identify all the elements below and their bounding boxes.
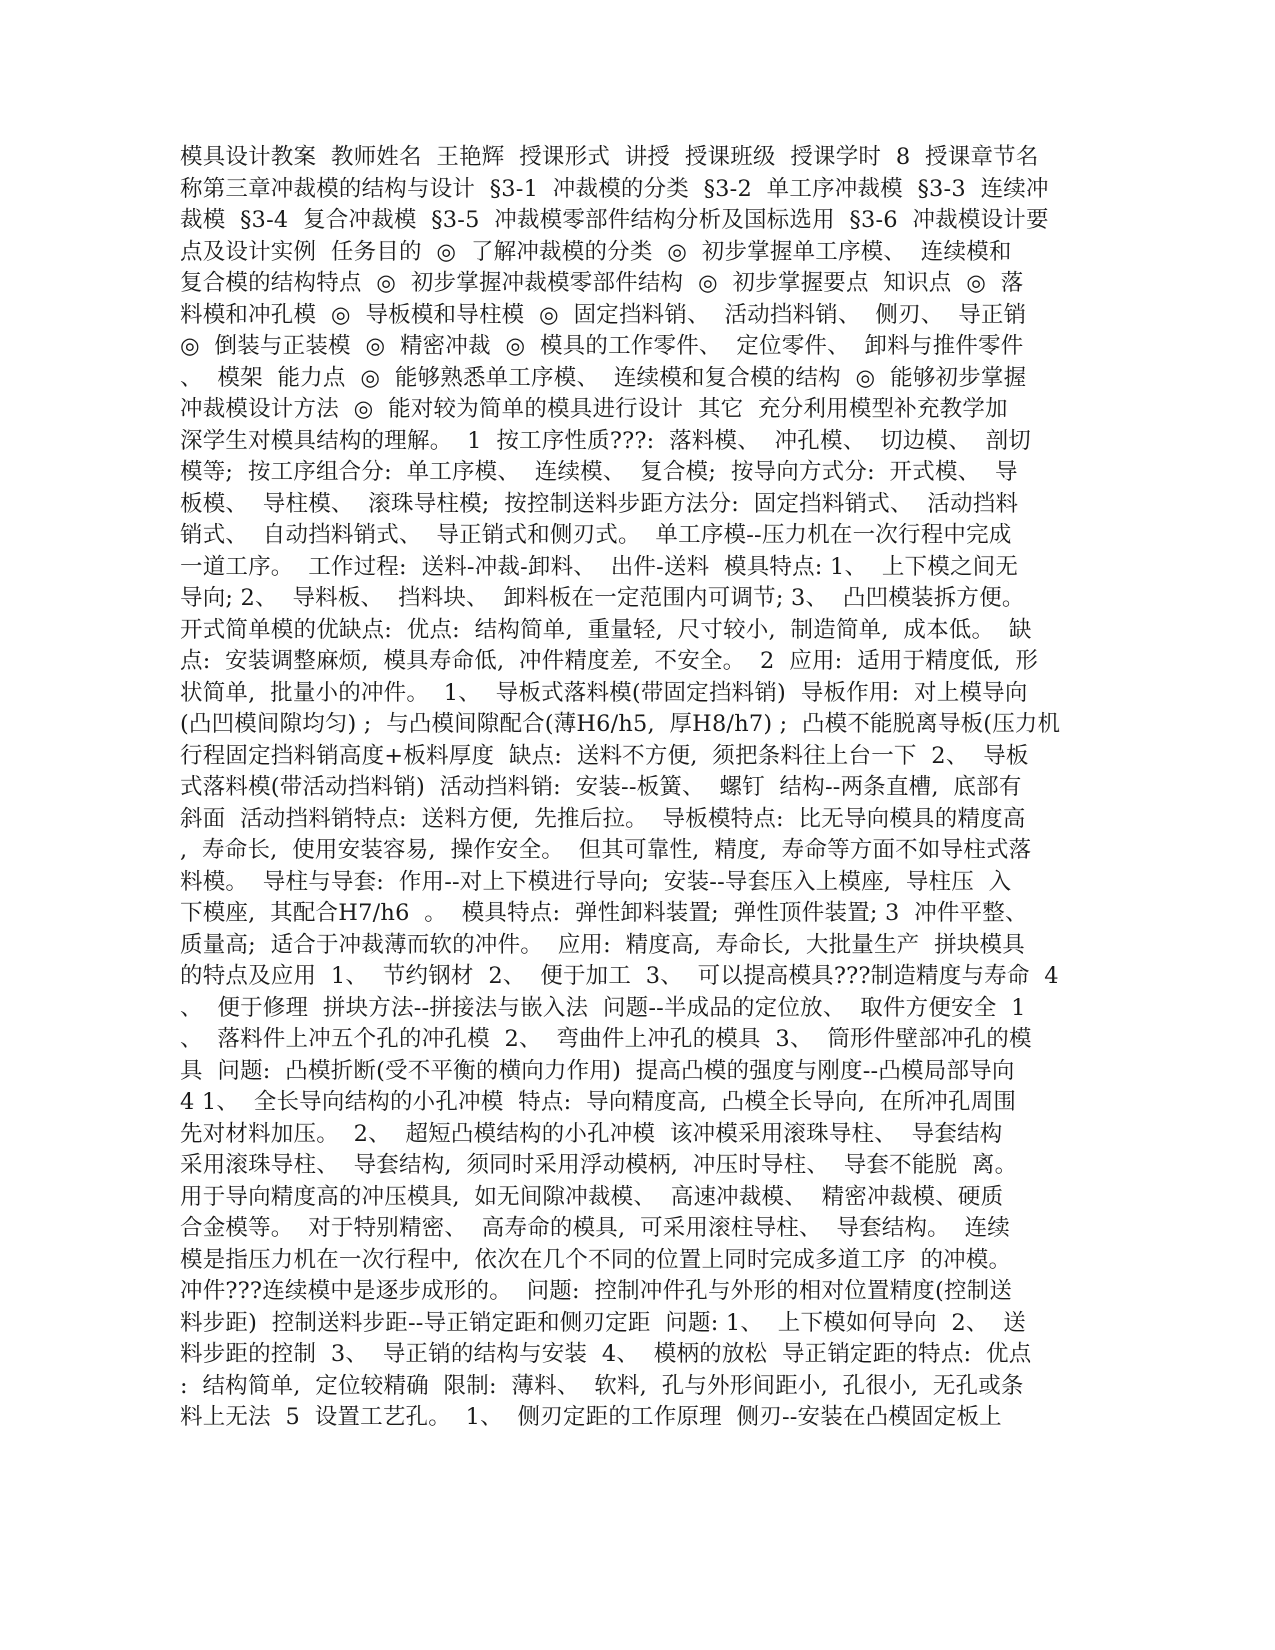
text-line-32: 先对材料加压。 2、 超短凸模结构的小孔冲模 该冲模采用滚珠导柱、 导套结构 [180, 1120, 1003, 1147]
text-line-6: 料模和冲孔模 ◎ 导板模和导柱模 ◎ 固定挡料销、 活动挡料销、 侧刃、 导正销 [180, 301, 1027, 328]
text-line-37: 冲件???连续模中是逐步成形的。 问题: 控制冲件孔与外形的相对位置精度(控制送 [180, 1278, 1013, 1304]
text-line-28: 、 便于修理 拼块方法--拼接法与嵌入法 问题--半成品的定位放、 取件方便安全 1 [180, 994, 1026, 1021]
text-line-1: 模具设计教案 教师姓名 王艳辉 授课形式 讲授 授课班级 授课学时 8 授课章节名 [180, 144, 1039, 170]
text-line-23: , 寿命长, 使用安装容易, 操作安全。 但其可靠性, 精度, 寿命等方面不如导柱式落 [180, 837, 1032, 863]
text-line-12: 板模、 导柱模、 滚珠导柱模; 按控制送料步距方法分: 固定挡料销式、 活动挡料 [180, 490, 1019, 517]
text-line-21: 式落料模(带活动挡料销) 活动挡料销: 安装--板簧、 螺钉 结构--两条直槽, 底部有 [180, 774, 1022, 800]
text-line-41: 料上无法 5 设置工艺孔。 1、 侧刃定距的工作原理 侧刃--安装在凸模固定板上 [180, 1404, 1002, 1430]
text-line-7: ◎ 倒装与正装模 ◎ 精密冲裁 ◎ 模具的工作零件、 定位零件、 卸料与推件零件 [180, 333, 1024, 359]
text-line-22: 斜面 活动挡料销特点: 送料方便, 先推后拉。 导板模特点: 比无导向模具的精度高 [180, 805, 1026, 832]
text-line-26: 质量高; 适合于冲裁薄而软的冲件。 应用: 精度高, 寿命长, 大批量生产 拼块模具 [180, 931, 1025, 958]
text-line-20: 行程固定挡料销高度+板料厚度 缺点: 送料不方便, 须把条料往上台一下 2、 导板 [180, 742, 1029, 769]
text-line-34: 用于导向精度高的冲压模具, 如无间隙冲裁模、 高速冲裁模、 精密冲裁模、硬质 [180, 1183, 1004, 1210]
text-line-13: 销式、 自动挡料销式、 导正销式和侧刃式。 单工序模--压力机在一次行程中完成 [180, 522, 1012, 548]
text-line-11: 模等; 按工序组合分: 单工序模、 连续模、 复合模; 按导向方式分: 开式模、 导 [180, 459, 1018, 485]
text-line-31: 4 1、 全长导向结构的小孔冲模 特点: 导向精度高, 凸模全长导向, 在所冲孔周围 [180, 1089, 1017, 1115]
text-line-9: 冲裁模设计方法 ◎ 能对较为简单的模具进行设计 其它 充分利用模型补充教学加 [180, 396, 1008, 422]
text-line-39: 料步距的控制 3、 导正销的结构与安装 4、 模柄的放松 导正销定距的特点: 优点 [180, 1341, 1032, 1367]
text-line-10: 深学生对模具结构的理解。 1 按工序性质???: 落料模、 冲孔模、 切边模、 剖切 [180, 427, 1032, 454]
text-line-36: 模是指压力机在一次行程中, 依次在几个不同的位置上同时完成多道工序 的冲模。 [180, 1246, 1012, 1273]
document-page [180, 142, 1060, 1442]
text-line-16: 开式简单模的优缺点: 优点: 结构简单, 重量轻, 尺寸较小, 制造简单, 成本低。 缺 [180, 616, 1032, 643]
text-line-24: 料模。 导柱与导套: 作用--对上下模进行导向; 安装--导套压入上模座, 导柱压 入 [180, 868, 1012, 895]
text-line-8: 、 模架 能力点 ◎ 能够熟悉单工序模、 连续模和复合模的结构 ◎ 能够初步掌握 [180, 364, 1027, 391]
text-line-17: 点: 安装调整麻烦, 模具寿命低, 冲件精度差, 不安全。 2 应用: 适用于精度低, 形 [180, 648, 1039, 674]
text-line-5: 复合模的结构特点 ◎ 初步掌握冲裁模零部件结构 ◎ 初步掌握要点 知识点 ◎ 落 [180, 270, 1024, 296]
text-line-19: (凸凹模间隙均匀) ; 与凸模间隙配合(薄H6/h5, 厚H8/h7) ; 凸模不能脱离导板(压力机 [180, 711, 1061, 737]
text-line-38: 料步距) 控制送料步距--导正销定距和侧刃定距 问题: 1、 上下模如何导向 2、 送 [180, 1309, 1026, 1336]
text-line-35: 合金模等。 对于特别精密、 高寿命的模具, 可采用滚柱导柱、 导套结构。 连续 [180, 1215, 1010, 1241]
text-line-27: 的特点及应用 1、 节约钢材 2、 便于加工 3、 可以提高模具???制造精度与寿命 4 [180, 963, 1059, 989]
text-line-18: 状简单, 批量小的冲件。 1、 导板式落料模(带固定挡料销) 导板作用: 对上模导向 [180, 679, 1028, 706]
text-line-25: 下模座, 其配合H7/h6 。 模具特点: 弹性卸料装置; 弹性顶件装置; 3 冲件平整、 [180, 900, 1028, 926]
text-line-30: 具 问题: 凸模折断(受不平衡的横向力作用) 提高凸模的强度与刚度--凸模局部导向 [180, 1057, 1015, 1084]
text-line-2: 称第三章冲裁模的结构与设计 §3-1 冲裁模的分类 §3-2 单工序冲裁模 §3-3 连续冲 [180, 175, 1049, 202]
text-line-33: 采用滚珠导柱、 导套结构, 须同时采用浮动模柄, 冲压时导柱、 导套不能脱 离。 [180, 1152, 1018, 1178]
text-line-14: 一道工序。 工作过程: 送料-冲裁-卸料、 出件-送料 模具特点: 1、 上下模之间无 [180, 553, 1019, 580]
text-line-15: 导向; 2、 导料板、 挡料块、 卸料板在一定范围内可调节; 3、 凸凹模装拆方便。 [180, 585, 1025, 611]
text-line-4: 点及设计实例 任务目的 ◎ 了解冲裁模的分类 ◎ 初步掌握单工序模、 连续模和 [180, 238, 1012, 265]
text-line-40: : 结构简单, 定位较精确 限制: 薄料、 软料, 孔与外形间距小, 孔很小, 无孔或条 [180, 1372, 1024, 1399]
text-line-29: 、 落料件上冲五个孔的冲孔模 2、 弯曲件上冲孔的模具 3、 筒形件壁部冲孔的模 [180, 1026, 1032, 1052]
text-line-3: 裁模 §3-4 复合冲裁模 §3-5 冲裁模零部件结构分析及国标选用 §3-6 冲裁模设计要 [180, 207, 1049, 233]
